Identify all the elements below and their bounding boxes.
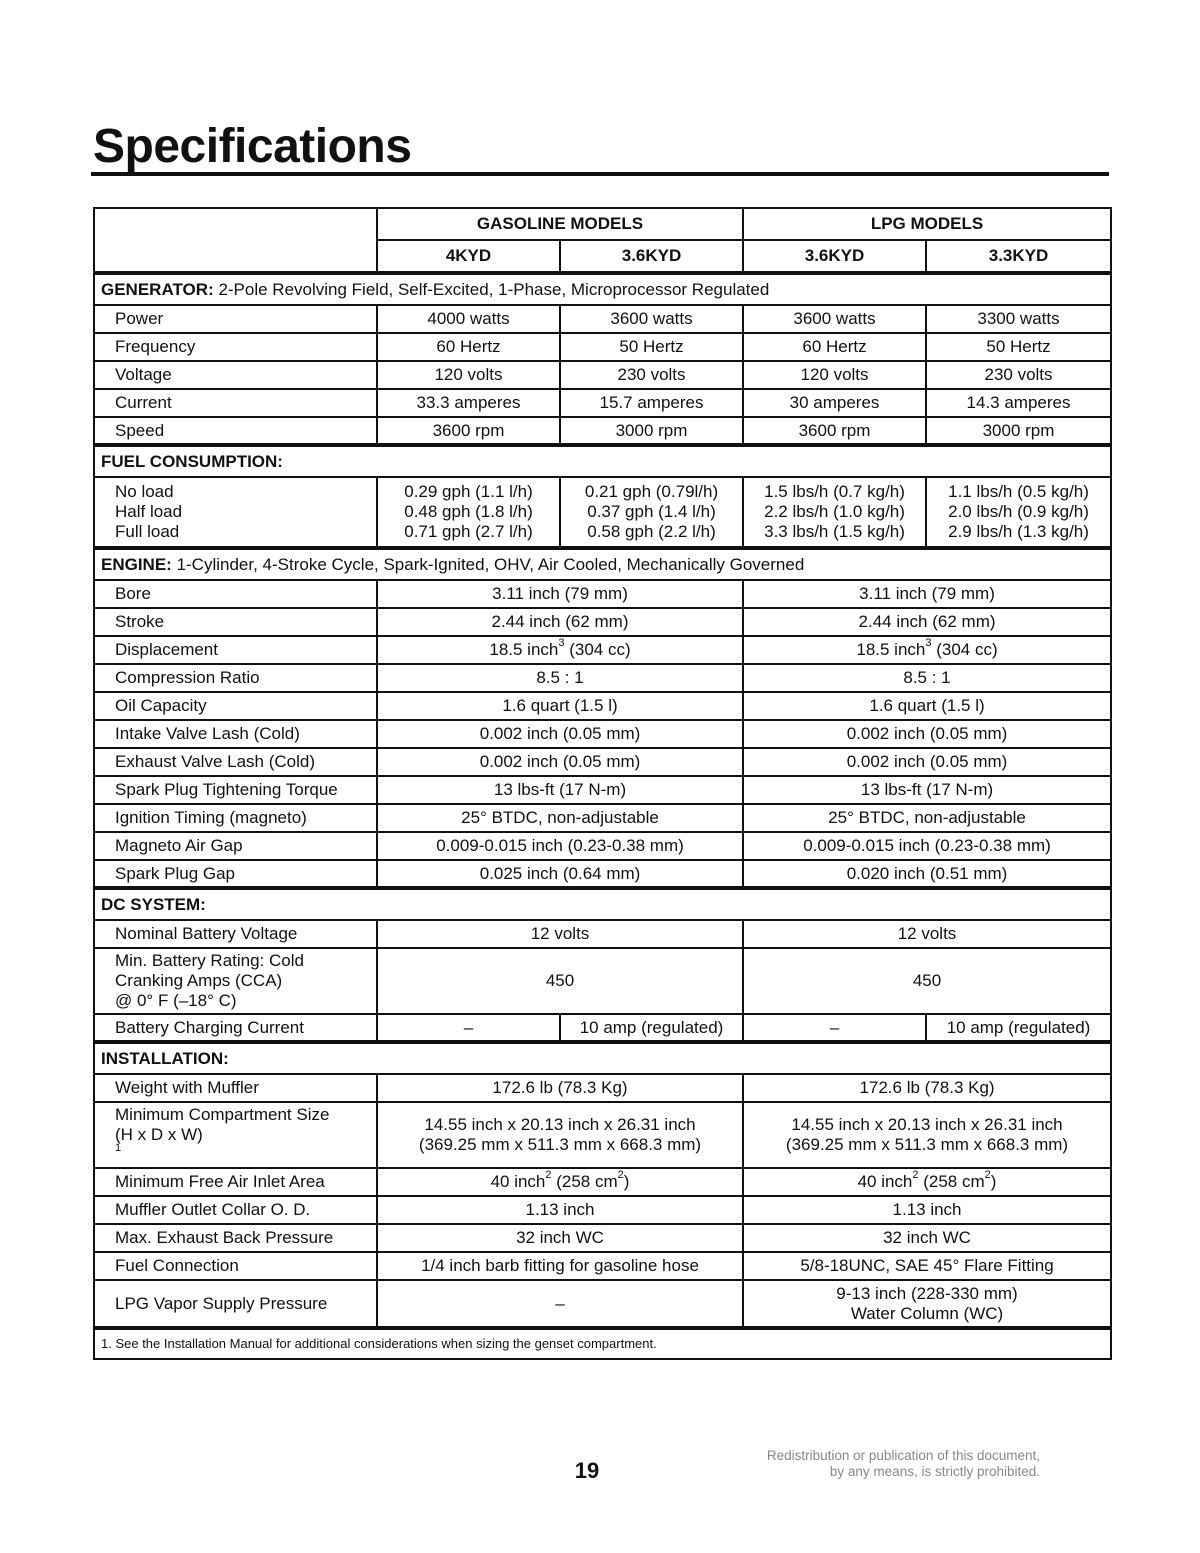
section-title: DC SYSTEM:: [101, 894, 206, 914]
table-cell: 120 volts: [743, 361, 926, 389]
table-cell: 3600 rpm: [743, 417, 926, 445]
table-cell: 1/4 inch barb fitting for gasoline hose: [377, 1252, 743, 1280]
fuel-value: 2.2 lbs/h (1.0 kg/h): [764, 502, 905, 521]
table-cell: [743, 477, 926, 548]
value-line: 9-13 inch (228-330 mm): [836, 1283, 1018, 1303]
model-header: 3.6KYD: [743, 240, 926, 273]
section-description: 2-Pole Revolving Field, Self-Excited, 1-Phase, Microprocessor Regulated: [213, 279, 770, 299]
fuel-label: Half load: [115, 502, 183, 521]
table-cell: 3000 rpm: [560, 417, 743, 445]
table-cell: 3.11 inch (79 mm): [377, 580, 743, 608]
model-header: 3.6KYD: [560, 240, 743, 273]
row-label: Compression Ratio: [94, 664, 377, 692]
row-label: Magneto Air Gap: [94, 832, 377, 860]
table-cell: 2.44 inch (62 mm): [743, 608, 1111, 636]
table-cell: 0.002 inch (0.05 mm): [377, 720, 743, 748]
section-dc-system: [94, 888, 1111, 920]
row-label: Current: [94, 389, 377, 417]
value-line: Water Column (WC): [850, 1303, 1004, 1323]
table-cell: 8.5 : 1: [743, 664, 1111, 692]
table-row: [94, 832, 1111, 860]
row-label: Speed: [94, 417, 377, 445]
value-line: (369.25 mm x 511.3 mm x 668.3 mm): [785, 1135, 1069, 1154]
row-label: [94, 948, 377, 1014]
row-label: Stroke: [94, 608, 377, 636]
table-row: [94, 748, 1111, 776]
section-generator: [94, 273, 1111, 305]
table-cell: 30 amperes: [743, 389, 926, 417]
specifications-table: [93, 207, 1112, 1360]
table-cell: [560, 477, 743, 548]
row-label: Frequency: [94, 333, 377, 361]
table-cell: 0.020 inch (0.51 mm): [743, 860, 1111, 888]
table-cell: [743, 1102, 1111, 1168]
table-cell: 0.002 inch (0.05 mm): [743, 720, 1111, 748]
value-text: (258 cm: [918, 1172, 985, 1191]
row-label: Minimum Free Air Inlet Area: [94, 1168, 377, 1196]
fuel-value: 1.1 lbs/h (0.5 kg/h): [948, 482, 1089, 501]
row-label: LPG Vapor Supply Pressure: [94, 1280, 377, 1328]
table-cell: [377, 636, 743, 664]
table-cell: 172.6 lb (78.3 Kg): [377, 1074, 743, 1102]
table-row: [94, 580, 1111, 608]
superscript: 2: [912, 1169, 919, 1182]
footnote: 1. See the Installation Manual for additional considerations when sizing the genset compartment.: [94, 1328, 1111, 1359]
value-text: (304 cc): [931, 640, 998, 659]
table-cell: [926, 477, 1111, 548]
table-row: [94, 692, 1111, 720]
section-heading: [94, 1042, 1111, 1074]
page-title: Specifications: [93, 120, 412, 173]
table-row: [94, 1102, 1111, 1168]
table-row: [94, 608, 1111, 636]
label-text: (H x D x W): [115, 1125, 203, 1144]
value-line: 14.55 inch x 20.13 inch x 26.31 inch: [791, 1115, 1063, 1134]
table-cell: 230 volts: [926, 361, 1111, 389]
label-line: Min. Battery Rating: Cold: [115, 951, 304, 970]
table-cell: 3600 watts: [743, 305, 926, 333]
fuel-value: 0.29 gph (1.1 l/h): [404, 482, 533, 501]
table-cell: 3600 rpm: [377, 417, 560, 445]
table-cell: 3600 watts: [560, 305, 743, 333]
table-cell: 10 amp (regulated): [926, 1014, 1111, 1042]
table-cell: 5/8-18UNC, SAE 45° Flare Fitting: [743, 1252, 1111, 1280]
lpg-models-header: LPG MODELS: [743, 208, 1111, 240]
row-label: Fuel Connection: [94, 1252, 377, 1280]
table-cell: 25° BTDC, non-adjustable: [377, 804, 743, 832]
row-label: Nominal Battery Voltage: [94, 920, 377, 948]
value-line: 14.55 inch x 20.13 inch x 26.31 inch: [424, 1115, 696, 1134]
section-heading: [94, 888, 1111, 920]
footnote-row: [94, 1328, 1111, 1359]
value-text: 18.5 inch: [856, 640, 926, 659]
fuel-value: 0.48 gph (1.8 l/h): [404, 502, 533, 521]
section-heading: [94, 445, 1111, 477]
table-cell: –: [377, 1014, 560, 1042]
fuel-value: 0.21 gph (0.79l/h): [584, 482, 719, 501]
notice-line: Redistribution or publication of this document,: [766, 1448, 1040, 1463]
table-row: [94, 1196, 1111, 1224]
row-label: Intake Valve Lash (Cold): [94, 720, 377, 748]
table-cell: 1.13 inch: [743, 1196, 1111, 1224]
table-cell: 2.44 inch (62 mm): [377, 608, 743, 636]
row-label: Spark Plug Tightening Torque: [94, 776, 377, 804]
table-row: [94, 1014, 1111, 1042]
table-cell: [743, 1280, 1111, 1328]
value-text: 18.5 inch: [489, 640, 559, 659]
fuel-value: 0.37 gph (1.4 l/h): [587, 502, 716, 521]
header-blank-cell: [94, 208, 377, 273]
table-cell: 33.3 amperes: [377, 389, 560, 417]
table-cell: [743, 636, 1111, 664]
row-label: Displacement: [94, 636, 377, 664]
table-cell: 120 volts: [377, 361, 560, 389]
table-cell: 60 Hertz: [377, 333, 560, 361]
table-cell: 3300 watts: [926, 305, 1111, 333]
table-row: [94, 417, 1111, 445]
label-line: Minimum Compartment Size: [115, 1105, 330, 1124]
table-cell: –: [377, 1280, 743, 1328]
table-cell: 32 inch WC: [743, 1224, 1111, 1252]
table-row: [94, 1252, 1111, 1280]
table-cell: 1.6 quart (1.5 l): [743, 692, 1111, 720]
row-label: Spark Plug Gap: [94, 860, 377, 888]
section-heading: [94, 548, 1111, 580]
row-label: Bore: [94, 580, 377, 608]
label-line: [115, 1125, 372, 1165]
redistribution-notice: [640, 1448, 1040, 1480]
table-cell: 450: [743, 948, 1111, 1014]
fuel-value: 0.71 gph (2.7 l/h): [404, 522, 533, 541]
row-label: Voltage: [94, 361, 377, 389]
table-cell: 8.5 : 1: [377, 664, 743, 692]
table-row: [94, 636, 1111, 664]
table-row: [94, 720, 1111, 748]
table-cell: 172.6 lb (78.3 Kg): [743, 1074, 1111, 1102]
row-label: Oil Capacity: [94, 692, 377, 720]
label-line: Cranking Amps (CCA): [115, 971, 283, 990]
section-title: INSTALLATION:: [101, 1048, 229, 1068]
table-row: [94, 1224, 1111, 1252]
row-label: Power: [94, 305, 377, 333]
row-label: Battery Charging Current: [94, 1014, 377, 1042]
table-row: [94, 361, 1111, 389]
table-cell: 0.025 inch (0.64 mm): [377, 860, 743, 888]
gasoline-models-header: GASOLINE MODELS: [377, 208, 743, 240]
table-cell: 3.11 inch (79 mm): [743, 580, 1111, 608]
table-cell: 15.7 amperes: [560, 389, 743, 417]
model-header: 3.3KYD: [926, 240, 1111, 273]
table-cell: 10 amp (regulated): [560, 1014, 743, 1042]
value-line: (369.25 mm x 511.3 mm x 668.3 mm): [418, 1135, 702, 1154]
superscript: 3: [925, 637, 932, 650]
table-cell: 0.002 inch (0.05 mm): [377, 748, 743, 776]
fuel-value: 2.9 lbs/h (1.3 kg/h): [948, 522, 1089, 541]
section-fuel-consumption: [94, 445, 1111, 477]
table-cell: –: [743, 1014, 926, 1042]
table-cell: 25° BTDC, non-adjustable: [743, 804, 1111, 832]
table-cell: 60 Hertz: [743, 333, 926, 361]
table-row: [94, 1280, 1111, 1328]
title-rule: [91, 172, 1109, 176]
table-cell: 0.009-0.015 inch (0.23-0.38 mm): [377, 832, 743, 860]
table-cell: 1.13 inch: [377, 1196, 743, 1224]
fuel-value: 0.58 gph (2.2 l/h): [587, 522, 716, 541]
table-row: [94, 1168, 1111, 1196]
section-description: 1-Cylinder, 4-Stroke Cycle, Spark-Ignited, OHV, Air Cooled, Mechanically Governed: [171, 554, 805, 574]
table-cell: 50 Hertz: [926, 333, 1111, 361]
table-cell: [377, 1168, 743, 1196]
section-engine: [94, 548, 1111, 580]
table-cell: 13 lbs-ft (17 N-m): [743, 776, 1111, 804]
value-text: ): [990, 1172, 997, 1191]
page-number: 19: [574, 1458, 600, 1483]
table-cell: 0.002 inch (0.05 mm): [743, 748, 1111, 776]
row-label: [94, 1102, 377, 1168]
value-text: (258 cm: [551, 1172, 618, 1191]
table-cell: [743, 1168, 1111, 1196]
table-cell: 13 lbs-ft (17 N-m): [377, 776, 743, 804]
section-title: GENERATOR:: [101, 279, 214, 299]
table-row: [94, 920, 1111, 948]
value-text: ): [623, 1172, 630, 1191]
table-row: [94, 948, 1111, 1014]
table-header-row-groups: [94, 208, 1111, 240]
superscript: 2: [984, 1169, 991, 1182]
table-cell: 0.009-0.015 inch (0.23-0.38 mm): [743, 832, 1111, 860]
table-row: [94, 1074, 1111, 1102]
table-cell: 1.6 quart (1.5 l): [377, 692, 743, 720]
row-label: Muffler Outlet Collar O. D.: [94, 1196, 377, 1224]
table-row: [94, 389, 1111, 417]
superscript: 2: [545, 1169, 552, 1182]
table-cell: 14.3 amperes: [926, 389, 1111, 417]
table-row: [94, 333, 1111, 361]
row-label: Exhaust Valve Lash (Cold): [94, 748, 377, 776]
table-cell: [377, 1102, 743, 1168]
table-cell: 32 inch WC: [377, 1224, 743, 1252]
fuel-label: No load: [115, 482, 174, 501]
table-cell: 3000 rpm: [926, 417, 1111, 445]
section-title: ENGINE:: [101, 554, 172, 574]
table-cell: [377, 477, 560, 548]
fuel-value: 3.3 lbs/h (1.5 kg/h): [764, 522, 905, 541]
label-line: @ 0° F (–18° C): [115, 991, 237, 1010]
section-installation: [94, 1042, 1111, 1074]
section-heading: [94, 273, 1111, 305]
footnote-marker: 1: [115, 1142, 122, 1155]
table-cell: 450: [377, 948, 743, 1014]
row-label: Max. Exhaust Back Pressure: [94, 1224, 377, 1252]
notice-line: by any means, is strictly prohibited.: [829, 1464, 1040, 1479]
row-label: [94, 477, 377, 548]
table-row: [94, 804, 1111, 832]
table-cell: 50 Hertz: [560, 333, 743, 361]
fuel-value: 1.5 lbs/h (0.7 kg/h): [764, 482, 905, 501]
table-cell: 230 volts: [560, 361, 743, 389]
table-row: [94, 305, 1111, 333]
model-header: 4KYD: [377, 240, 560, 273]
table-cell: 12 volts: [377, 920, 743, 948]
value-text: 40 inch: [490, 1172, 546, 1191]
row-label: Weight with Muffler: [94, 1074, 377, 1102]
table-row: [94, 860, 1111, 888]
superscript: 2: [617, 1169, 624, 1182]
table-cell: 4000 watts: [377, 305, 560, 333]
table-row: [94, 477, 1111, 548]
section-title: FUEL CONSUMPTION:: [101, 451, 283, 471]
table-cell: 12 volts: [743, 920, 1111, 948]
table-row: [94, 776, 1111, 804]
value-text: (304 cc): [564, 640, 631, 659]
fuel-value: 2.0 lbs/h (0.9 kg/h): [948, 502, 1089, 521]
superscript: 3: [558, 637, 565, 650]
fuel-label: Full load: [115, 522, 180, 541]
table-row: [94, 664, 1111, 692]
value-text: 40 inch: [857, 1172, 913, 1191]
row-label: Ignition Timing (magneto): [94, 804, 377, 832]
